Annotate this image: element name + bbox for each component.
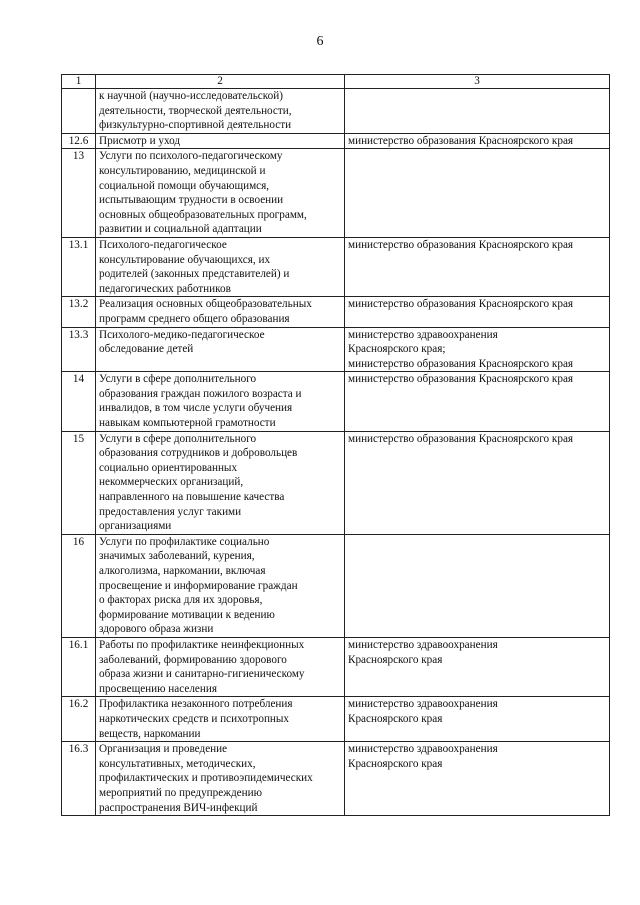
service-line: предоставления услуг такими (99, 505, 242, 518)
service-line: организациями (99, 520, 172, 533)
service-line: к научной (научно-исследовательской) (99, 90, 283, 102)
row-number: 13.1 (62, 237, 96, 296)
service-description (96, 431, 345, 534)
service-line: просвещение и информирование граждан (99, 579, 298, 592)
table-header-row (62, 75, 610, 89)
responsible-ministry (345, 742, 610, 816)
row-number: 16.2 (62, 697, 96, 742)
service-line: Услуги в сфере дополнительного (99, 373, 257, 386)
service-line: программ среднего общего образования (99, 312, 290, 325)
service-line: развитии и социальной адаптации (99, 223, 262, 236)
service-line: заболеваний, формированию здорового (99, 653, 287, 666)
responsible-ministry (345, 697, 610, 742)
service-line: родителей (законных представителей) и (99, 268, 290, 281)
service-line: физкультурно-спортивной деятельности (99, 119, 292, 132)
responsible-ministry (345, 237, 610, 296)
ministry-line: министерство здравоохранения (348, 743, 498, 756)
service-line: некоммерческих организаций, (99, 476, 244, 489)
responsible-ministry (345, 133, 610, 149)
service-line: о факторах риска для их здоровья, (99, 594, 263, 607)
ministry-line: министерство образования Красноярского края (348, 238, 574, 251)
service-description (96, 697, 345, 742)
service-line: мероприятий по предупреждению (99, 786, 262, 799)
ministry-line: министерство образования Красноярского края (348, 357, 574, 370)
row-number: 14 (62, 372, 96, 431)
ministry-line: Красноярского края (348, 757, 443, 770)
service-line: консультирование обучающихся, их (99, 253, 271, 266)
ministry-line: министерство здравоохранения (348, 698, 498, 711)
service-line: просвещению населения (99, 682, 217, 695)
service-description (96, 534, 345, 637)
service-line: инвалидов, в том числе услуги обучения (99, 402, 293, 415)
service-description (96, 89, 345, 134)
ministry-line: Красноярского края; (348, 343, 446, 356)
service-line: Психолого-педагогическое (99, 238, 227, 251)
service-description (96, 372, 345, 431)
table-row (62, 637, 610, 696)
service-line: педагогических работников (99, 282, 231, 295)
service-line: веществ, наркомании (99, 727, 201, 740)
service-line: навыкам компьютерной грамотности (99, 417, 276, 430)
responsible-ministry (345, 89, 610, 134)
table-row (62, 89, 610, 134)
service-line: Организация и проведение (99, 743, 228, 756)
service-line: социальной помощи обучающимся, (99, 179, 270, 192)
row-number (62, 89, 96, 134)
service-line: здорового образа жизни (99, 623, 214, 636)
service-description (96, 327, 345, 372)
responsible-ministry (345, 534, 610, 637)
service-line: алкоголизма, наркомании, включая (99, 565, 266, 577)
responsible-ministry (345, 637, 610, 696)
service-line: значимых заболеваний, курения, (99, 550, 255, 563)
service-line: Реализация основных общеобразовательных (99, 298, 312, 311)
service-line: Психолого-медико-педагогическое (99, 328, 265, 341)
ministry-line: министерство образования Красноярского края (348, 432, 574, 445)
service-line: Работы по профилактике неинфекционных (99, 638, 305, 651)
row-number: 16.1 (62, 637, 96, 696)
table-body (62, 89, 610, 816)
services-table (61, 74, 610, 816)
row-number: 13.2 (62, 297, 96, 327)
service-line: Услуги по психолого-педагогическому (99, 150, 283, 163)
service-line: социально ориентированных (99, 461, 238, 474)
service-description (96, 297, 345, 327)
table-row (62, 534, 610, 637)
ministry-line: министерство образования Красноярского края (348, 134, 574, 147)
row-number: 15 (62, 431, 96, 534)
service-line: профилактических и противоэпидемических (99, 772, 313, 785)
table-row (62, 133, 610, 149)
service-line: распространения ВИЧ-инфекций (99, 801, 258, 814)
row-number: 13 (62, 149, 96, 238)
responsible-ministry (345, 297, 610, 327)
service-line: Присмотр и уход (99, 134, 181, 147)
table-row (62, 327, 610, 372)
header-col-2: 2 (96, 75, 345, 89)
row-number: 12.6 (62, 133, 96, 149)
table-row (62, 372, 610, 431)
ministry-line: Красноярского края (348, 653, 443, 666)
service-line: образования граждан пожилого возраста и (99, 387, 302, 400)
table-row (62, 697, 610, 742)
service-line: наркотических средств и психотропных (99, 712, 290, 725)
page-number: 6 (316, 34, 324, 49)
service-description (96, 237, 345, 296)
table-row (62, 431, 610, 534)
ministry-line: Красноярского края (348, 712, 443, 725)
row-number: 13.3 (62, 327, 96, 372)
service-description (96, 133, 345, 149)
ministry-line: министерство образования Красноярского края (348, 373, 574, 386)
responsible-ministry (345, 372, 610, 431)
service-line: образования сотрудников и добровольцев (99, 447, 298, 460)
header-col-1: 1 (62, 75, 96, 89)
header-col-3: 3 (345, 75, 610, 89)
ministry-line: министерство здравоохранения (348, 638, 498, 651)
service-line: формирование мотивации к ведению (99, 608, 275, 621)
table-row (62, 742, 610, 816)
service-description (96, 149, 345, 238)
service-line: Услуги в сфере дополнительного (99, 432, 257, 445)
responsible-ministry (345, 431, 610, 534)
row-number: 16.3 (62, 742, 96, 816)
service-line: направленного на повышение качества (99, 491, 285, 504)
service-description (96, 637, 345, 696)
service-line: консультированию, медицинской и (99, 164, 266, 177)
service-line: испытывающим трудности в освоении (99, 194, 284, 207)
table-row (62, 237, 610, 296)
service-line: деятельности, творческой деятельности, (99, 104, 292, 117)
responsible-ministry (345, 149, 610, 238)
ministry-line: министерство здравоохранения (348, 328, 498, 341)
service-line: основных общеобразовательных программ, (99, 208, 307, 221)
table-row (62, 149, 610, 238)
service-line: Услуги по профилактике социально (99, 535, 270, 548)
service-line: образа жизни и санитарно-гигиеническому (99, 668, 305, 681)
row-number: 16 (62, 534, 96, 637)
responsible-ministry (345, 327, 610, 372)
service-line: Профилактика незаконного потребления (99, 698, 293, 711)
service-description (96, 742, 345, 816)
ministry-line: министерство образования Красноярского края (348, 298, 574, 311)
table-row (62, 297, 610, 327)
service-line: обследование детей (99, 343, 194, 356)
service-line: консультативных, методических, (99, 757, 256, 770)
